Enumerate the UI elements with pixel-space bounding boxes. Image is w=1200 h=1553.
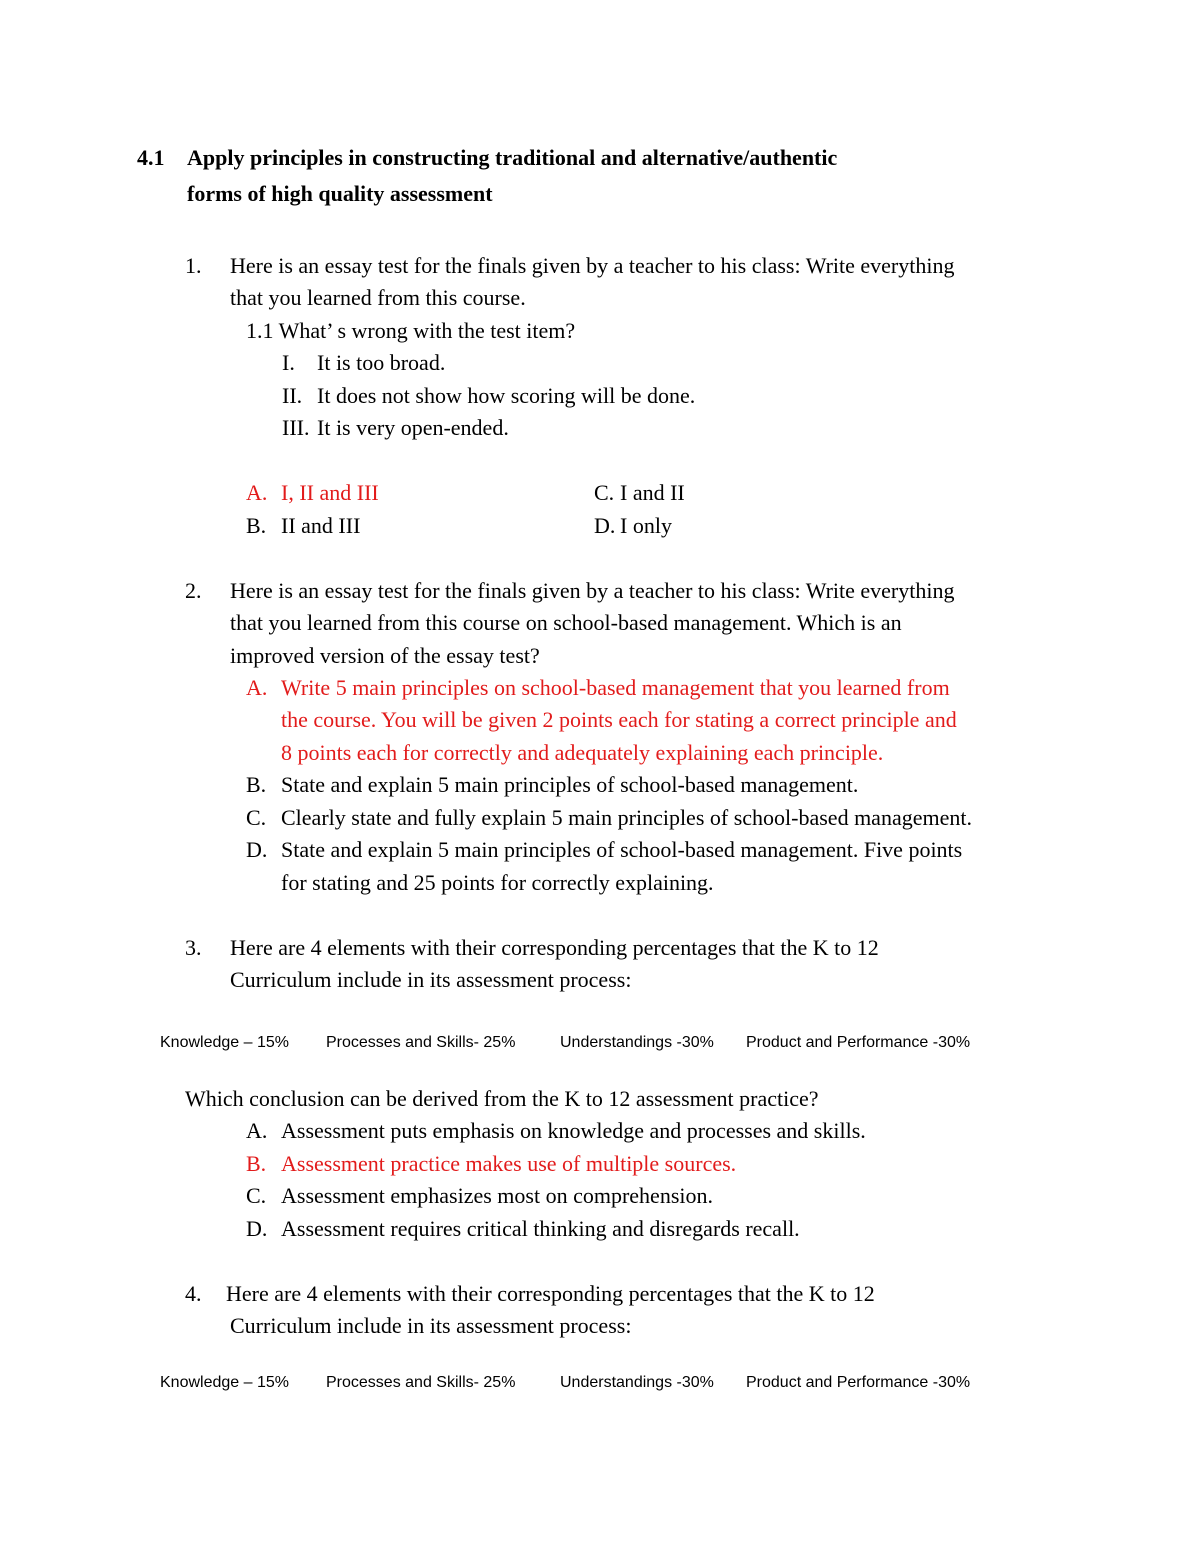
question-stem: Here is an essay test for the finals given by a teacher to his class: Write everything — [230, 253, 955, 278]
option-label: A. — [246, 1118, 268, 1143]
question-stem: that you learned from this course. — [230, 285, 526, 310]
option-label: C. — [594, 480, 615, 505]
statement-text: It is too broad. — [317, 350, 446, 375]
question-stem: Curriculum include in its assessment process: — [230, 1313, 632, 1338]
section-title-line1: Apply principles in constructing traditional and alternative/authentic — [187, 145, 838, 170]
question-stem: improved version of the essay test? — [230, 643, 540, 668]
question-number: 1. — [185, 253, 202, 278]
element-processes-skills: Processes and Skills- 25% — [326, 1034, 516, 1051]
statement-label: I. — [282, 350, 295, 375]
element-product-performance: Product and Performance -30% — [746, 1374, 971, 1391]
question-number: 2. — [185, 578, 202, 603]
question-stem: Curriculum include in its assessment process: — [230, 967, 632, 992]
option-label: B. — [246, 772, 267, 797]
question-number: 3. — [185, 935, 202, 960]
option-text-correct: I, II and III — [281, 480, 379, 505]
option-text-correct: the course. You will be given 2 points each for stating a correct principle and — [281, 707, 957, 732]
element-processes-skills: Processes and Skills- 25% — [326, 1374, 516, 1391]
statement-text: It is very open-ended. — [317, 415, 509, 440]
option-text: State and explain 5 main principles of school-based management. Five points — [281, 837, 963, 862]
option-label-correct: B. — [246, 1151, 267, 1176]
option-text-correct: Write 5 main principles on school-based management that you learned from — [281, 675, 950, 700]
section-number: 4.1 — [137, 145, 165, 170]
option-text: I and II — [620, 480, 685, 505]
option-text: Clearly state and fully explain 5 main principles of school-based management. — [281, 805, 972, 830]
option-text: II and III — [281, 513, 361, 538]
option-text-correct: Assessment practice makes use of multiple sources. — [281, 1151, 737, 1176]
option-label: C. — [246, 1183, 267, 1208]
option-label: D. — [594, 513, 616, 538]
element-understandings: Understandings -30% — [560, 1374, 714, 1391]
option-text: I only — [620, 513, 672, 538]
option-text: Assessment emphasizes most on comprehension. — [281, 1183, 713, 1208]
sub-question: 1.1 What’ s wrong with the test item? — [246, 318, 576, 343]
option-label: C. — [246, 805, 267, 830]
option-label: B. — [246, 513, 267, 538]
statement-label: II. — [282, 383, 303, 408]
option-text: Assessment puts emphasis on knowledge and processes and skills. — [281, 1118, 866, 1143]
statement-label: III. — [282, 415, 310, 440]
option-label-correct: A. — [246, 675, 268, 700]
option-text: for stating and 25 points for correctly explaining. — [281, 870, 714, 895]
section-title-line2: forms of high quality assessment — [187, 181, 493, 206]
question-number: 4. — [185, 1281, 202, 1306]
option-text: State and explain 5 main principles of school-based management. — [281, 772, 859, 797]
question-stem: that you learned from this course on school-based management. Which is an — [230, 610, 902, 635]
element-knowledge: Knowledge – 15% — [160, 1034, 289, 1051]
element-knowledge: Knowledge – 15% — [160, 1374, 289, 1391]
option-text: Assessment requires critical thinking and disregards recall. — [281, 1216, 800, 1241]
option-label: D. — [246, 837, 268, 862]
statement-text: It does not show how scoring will be done. — [317, 383, 696, 408]
question-stem: Here is an essay test for the finals given by a teacher to his class: Write everything — [230, 578, 955, 603]
option-text-correct: 8 points each for correctly and adequately explaining each principle. — [281, 740, 884, 765]
question-prompt: Which conclusion can be derived from the K to 12 assessment practice? — [185, 1086, 819, 1111]
element-understandings: Understandings -30% — [560, 1034, 714, 1051]
question-stem: Here are 4 elements with their corresponding percentages that the K to 12 — [226, 1281, 875, 1306]
option-label: D. — [246, 1216, 268, 1241]
element-product-performance: Product and Performance -30% — [746, 1034, 971, 1051]
question-stem: Here are 4 elements with their corresponding percentages that the K to 12 — [230, 935, 879, 960]
option-label-correct: A. — [246, 480, 268, 505]
